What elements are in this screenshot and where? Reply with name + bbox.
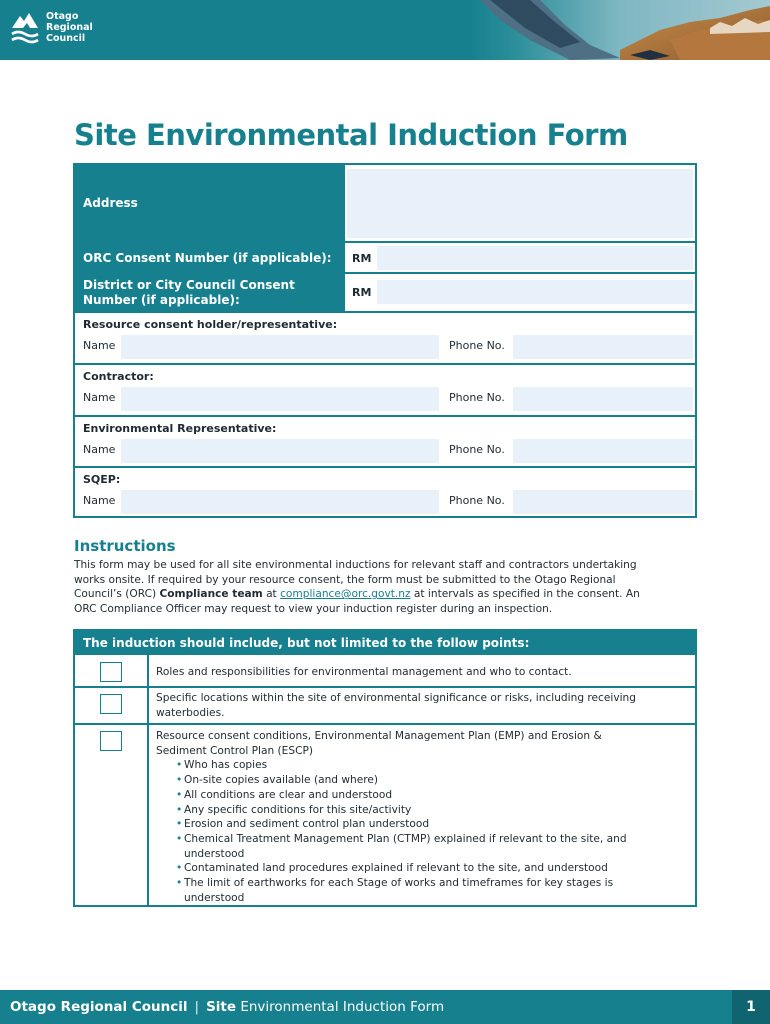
logo-line: Council — [46, 33, 86, 44]
checklist-item-locations — [156, 691, 691, 720]
compliance-team-text: Compliance team — [159, 588, 263, 601]
checkbox-locations[interactable] — [100, 694, 122, 714]
checklist-line: Resource consent conditions, Environmental Management Plan (EMP) and Erosion & — [156, 730, 602, 742]
list-item — [176, 832, 691, 861]
instructions-heading: Instructions — [74, 537, 176, 555]
divider — [147, 655, 149, 905]
list-item: • Erosion and sediment control plan understood — [176, 817, 691, 832]
page-title: Site Environmental Induction Form — [74, 118, 628, 152]
divider — [75, 363, 695, 365]
footer-doc-title: Environmental Induction Form — [240, 999, 445, 1015]
list-item-line: • The limit of earthworks for each Stage of works and timeframes for key stages is — [184, 877, 614, 890]
list-item-line: understood — [184, 847, 245, 860]
logo-text — [46, 11, 93, 44]
mountain-waves-icon — [10, 10, 40, 46]
instructions-line — [74, 587, 696, 602]
checkbox-consent-conditions[interactable] — [100, 731, 122, 751]
phone-label: Phone No. — [449, 391, 505, 404]
header-photo — [470, 0, 770, 60]
contractor-phone-input[interactable] — [513, 387, 693, 411]
orc-consent-prefix: RM — [352, 252, 372, 265]
instructions-line: works onsite. If required by your resource consent, the form must be submitted to the Otago Regional — [74, 573, 616, 586]
name-label: Name — [83, 391, 116, 404]
district-consent-number-input[interactable] — [377, 280, 693, 304]
checklist-line: Specific locations within the site of environmental significance or risks, including receiving — [156, 692, 636, 704]
page-footer — [0, 990, 770, 1024]
consent-holder-name-input[interactable] — [121, 335, 439, 359]
divider — [343, 165, 345, 311]
orc-logo — [10, 10, 93, 46]
list-item: • All conditions are clear and understood — [176, 788, 691, 803]
sqep-heading: SQEP: — [83, 473, 121, 486]
phone-label: Phone No. — [449, 339, 505, 352]
sqep-name-input[interactable] — [121, 490, 439, 514]
logo-line: Regional — [46, 22, 93, 33]
list-item: • Contaminated land procedures explained if relevant to the site, and understood — [176, 861, 691, 876]
footer-separator: | — [194, 999, 200, 1015]
consent-holder-phone-input[interactable] — [513, 335, 693, 359]
district-consent-label-line: Number (if applicable): — [83, 293, 240, 307]
divider — [75, 466, 695, 468]
page-header — [0, 0, 770, 60]
induction-checklist — [73, 629, 697, 907]
footer-org: Otago Regional Council — [10, 999, 188, 1015]
environmental-rep-phone-input[interactable] — [513, 439, 693, 463]
list-item — [176, 876, 691, 905]
list-item: • Any specific conditions for this site/activity — [176, 803, 691, 818]
list-item-line: understood — [184, 891, 245, 904]
logo-line: Otago — [46, 11, 79, 22]
divider — [75, 723, 695, 725]
environmental-rep-heading: Environmental Representative: — [83, 422, 277, 435]
name-label: Name — [83, 494, 116, 507]
footer-title — [10, 999, 444, 1015]
footer-site-word: Site — [206, 999, 237, 1015]
consent-holder-heading: Resource consent holder/representative: — [83, 318, 338, 331]
checklist-item-roles: Roles and responsibilities for environmental management and who to contact. — [156, 666, 572, 678]
instructions-fragment: at — [262, 588, 281, 601]
checklist-line: waterbodies. — [156, 706, 225, 719]
instructions-fragment: Council’s (ORC) — [74, 588, 160, 601]
checkbox-roles[interactable] — [100, 662, 122, 682]
contractor-heading: Contractor: — [83, 370, 154, 383]
phone-label: Phone No. — [449, 494, 505, 507]
instructions-line: ORC Compliance Officer may request to view your induction register during an inspection. — [74, 602, 553, 615]
divider — [75, 415, 695, 417]
list-item: • On-site copies available (and where) — [176, 773, 691, 788]
name-label: Name — [83, 443, 116, 456]
induction-details-form — [73, 163, 697, 518]
environmental-rep-name-input[interactable] — [121, 439, 439, 463]
consent-conditions-list — [156, 758, 691, 905]
orc-consent-label: ORC Consent Number (if applicable): — [75, 243, 343, 273]
divider — [75, 311, 695, 313]
checklist-heading: The induction should include, but not limited to the follow points: — [75, 631, 695, 655]
checklist-item-consent-conditions — [156, 729, 691, 905]
sqep-phone-input[interactable] — [513, 490, 693, 514]
district-consent-prefix: RM — [352, 286, 372, 299]
divider — [75, 686, 695, 688]
address-label: Address — [75, 165, 343, 242]
instructions-text — [74, 558, 696, 616]
list-item: • Who has copies — [176, 758, 691, 773]
list-item-line: • Chemical Treatment Management Plan (CTMP) explained if relevant to the site, and — [184, 832, 627, 845]
orc-consent-number-input[interactable] — [377, 246, 693, 270]
address-input[interactable] — [347, 169, 693, 238]
compliance-email-link[interactable]: compliance@orc.govt.nz — [280, 588, 411, 601]
instructions-fragment: at intervals as specified in the consent. An — [410, 588, 640, 601]
phone-label: Phone No. — [449, 443, 505, 456]
instructions-line: This form may be used for all site environmental inductions for relevant staff and contractors undertaking — [74, 559, 637, 571]
name-label: Name — [83, 339, 116, 352]
checklist-line: Sediment Control Plan (ESCP) — [156, 744, 314, 757]
district-consent-label — [75, 274, 343, 311]
district-consent-label-line: District or City Council Consent — [83, 278, 295, 292]
page-number: 1 — [732, 990, 770, 1024]
contractor-name-input[interactable] — [121, 387, 439, 411]
